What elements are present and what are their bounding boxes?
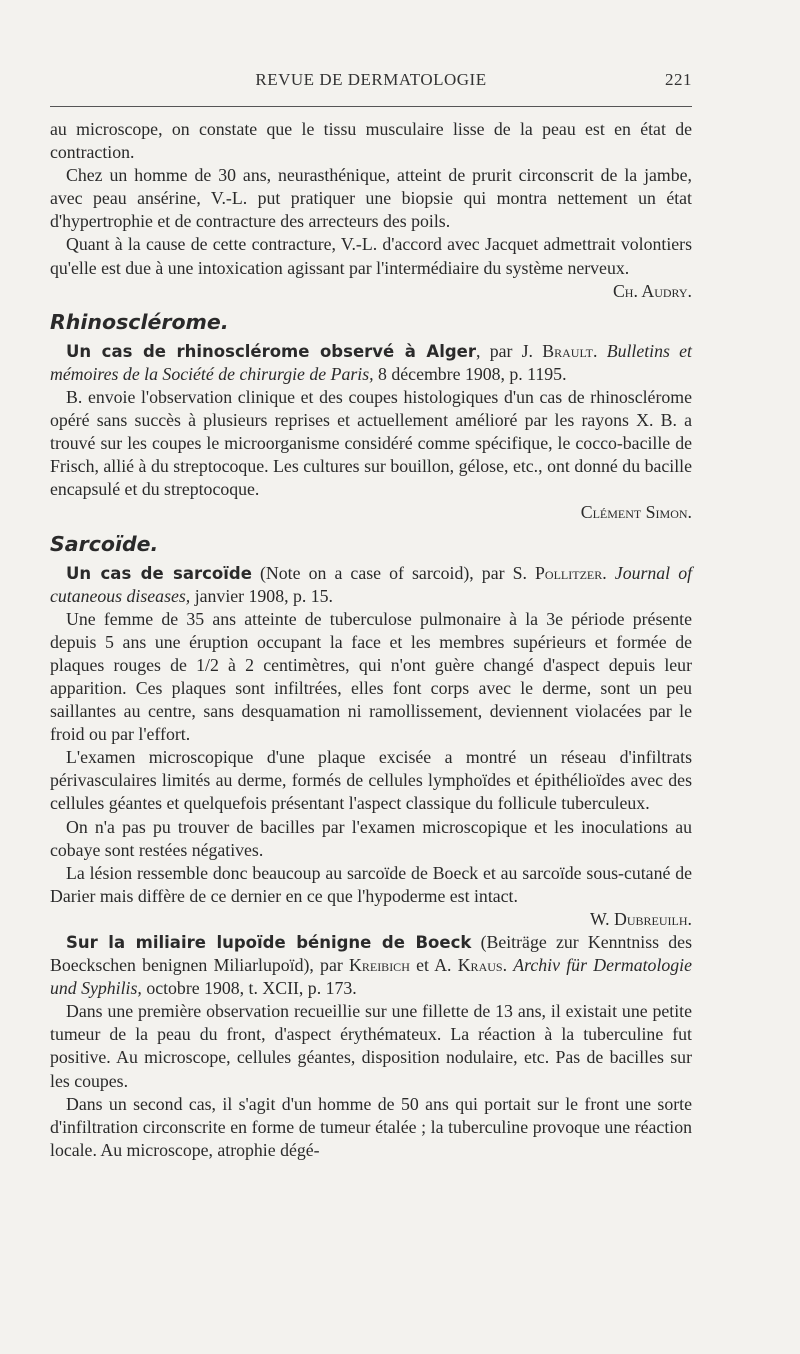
running-header [50, 70, 692, 98]
section-heading-sarcoide: Sarcoïde. [50, 531, 159, 556]
sarcoide-paragraph-2: L'examen microscopique d'une plaque excisée a montré un réseau d'infiltrats périvasculaires limités au derme, formés de cellules lymphoïdes et épithélioïdes avec des cellules géantes et quelquefois présentant l'aspect classique du follicule tuberculeux. [50, 747, 692, 814]
miliaire-paragraph-1: Dans une première observation recueillie sur une fillette de 13 ans, il existait une petite tumeur de la peau du front, d'aspect érythémateux. La réaction à la tuberculine fut positive. Au microscope, cellules géantes, disposition nodulaire, etc. Pas de bacilles sur les coupes. [50, 1001, 692, 1091]
intro-paragraph-1: au microscope, on constate que le tissu musculaire lisse de la peau est en état de contraction. [50, 119, 692, 163]
sarcoide-author: Pollitzer [535, 562, 603, 583]
rhino-journal: Bulletins et mémoires de la Société de chirurgie de Paris, [50, 340, 692, 384]
miliaire-paragraph-2: Dans un second cas, il s'agit d'un homme de 50 ans qui portait sur le front une sorte d'infiltration circonscrite en forme de tumeur étalée ; la tuberculine provoque une réaction locale. Au microscope, atrophie dégé- [50, 1093, 692, 1160]
sarcoide-note: (Note on a case of sarcoid), par S. [251, 562, 536, 583]
miliaire-ref: octobre 1908, t. XCII, p. 173. [141, 978, 357, 999]
miliaire-note: (Beiträge zur Kenntniss des Boeckschen benignen Miliarlupoïd), par [50, 932, 692, 976]
sarcoide-paragraph-3: On n'a pas pu trouver de bacilles par l'examen microscopique et les inoculations au cobaye sont restées négatives. [50, 816, 692, 860]
sarcoide-paragraph-1: Une femme de 35 ans atteinte de tuberculose pulmonaire à la 3e période présente depuis 5 ans une éruption occupant la face et les membres supérieurs et formée de plaques rouges de 1/2 à 2 centimètres, qui n'ont guère changé d'aspect depuis leur apparition. Ces plaques sont infiltrées, elles font corps avec le derme, sont un peu saillantes au centre, sans desquamation ni ramollissement, deviennent violacées par le froid ou par l'effort. [50, 608, 692, 745]
signature-row [50, 908, 692, 931]
signature-audry: Ch. Audry. [612, 280, 692, 301]
rhino-author: Brault [542, 340, 594, 361]
intro-paragraph-3: Quant à la cause de cette contracture, V.-L. d'accord avec Jacquet admettrait volontiers qu'elle est due à une intoxication agissant par l'intermédiaire du système nerveux. [50, 234, 692, 278]
signature-dubreuilh: W. Dubreuilh. [590, 908, 692, 929]
journal-title: REVUE DE DERMATOLOGIE [255, 70, 487, 89]
miliaire-and: et A. [409, 955, 458, 976]
rhino-reference [50, 340, 692, 386]
rhino-sep: . [593, 340, 607, 361]
rhino-ref: 8 décembre 1908, p. 1195. [373, 363, 567, 384]
sarcoide-ref: janvier 1908, p. 15. [190, 585, 333, 606]
intro-paragraph-2: Chez un homme de 30 ans, neurasthénique, atteint de prurit circonscrit de la jambe, avec peau ansérine, V.-L. put pratiquer une biopsie qui montra nettement un état d'hypertrophie et de contracture des arrecteurs des poils. [50, 165, 692, 232]
rhino-paragraph-1: B. envoie l'observation clinique et des coupes histologiques d'un cas de rhinosclérome opéré sans succès à plusieurs reprises et actuellement amélioré par les rayons X. B. a trouvé sur les coupes le microorganisme considéré comme spécifique, le cocco-bacille de Frisch, allié à du streptocoque. Les cultures sur bouillon, gélose, etc., ont donné du bacille encapsulé et du streptocoque. [50, 386, 692, 500]
miliaire-author-2: Kraus [457, 955, 503, 976]
article-body [50, 118, 692, 1162]
sarcoide-sep: . [602, 562, 615, 583]
miliaire-reference [50, 931, 692, 1000]
sarcoide-paragraph-4: La lésion ressemble donc beaucoup au sarcoïde de Boeck et au sarcoïde sous-cutané de Darier mais diffère de ce dernier en ce que l'hypoderme est intact. [50, 862, 692, 906]
header-rule [50, 106, 692, 107]
miliaire-journal: Archiv für Dermatologie und Syphilis, [50, 955, 692, 999]
sarcoide-reference [50, 562, 692, 608]
miliaire-article-title: Sur la miliaire lupoïde bénigne de Boeck [66, 933, 472, 952]
section-heading-rhinosclerome: Rhinosclérome. [50, 309, 229, 334]
signature-simon: Clément Simon. [580, 502, 692, 523]
sarcoide-article-title: Un cas de sarcoïde [66, 563, 252, 583]
rhino-article-title: Un cas de rhinosclérome observé à Alger [66, 341, 476, 361]
signature-row [50, 501, 692, 524]
signature-row [50, 280, 692, 303]
miliaire-author-1: Kreibich [349, 955, 410, 976]
miliaire-sep: . [502, 955, 514, 976]
rhino-by: , par J. [476, 340, 543, 361]
sarcoide-journal: Journal of cutaneous diseases, [50, 562, 693, 606]
page-number: 221 [665, 70, 692, 89]
